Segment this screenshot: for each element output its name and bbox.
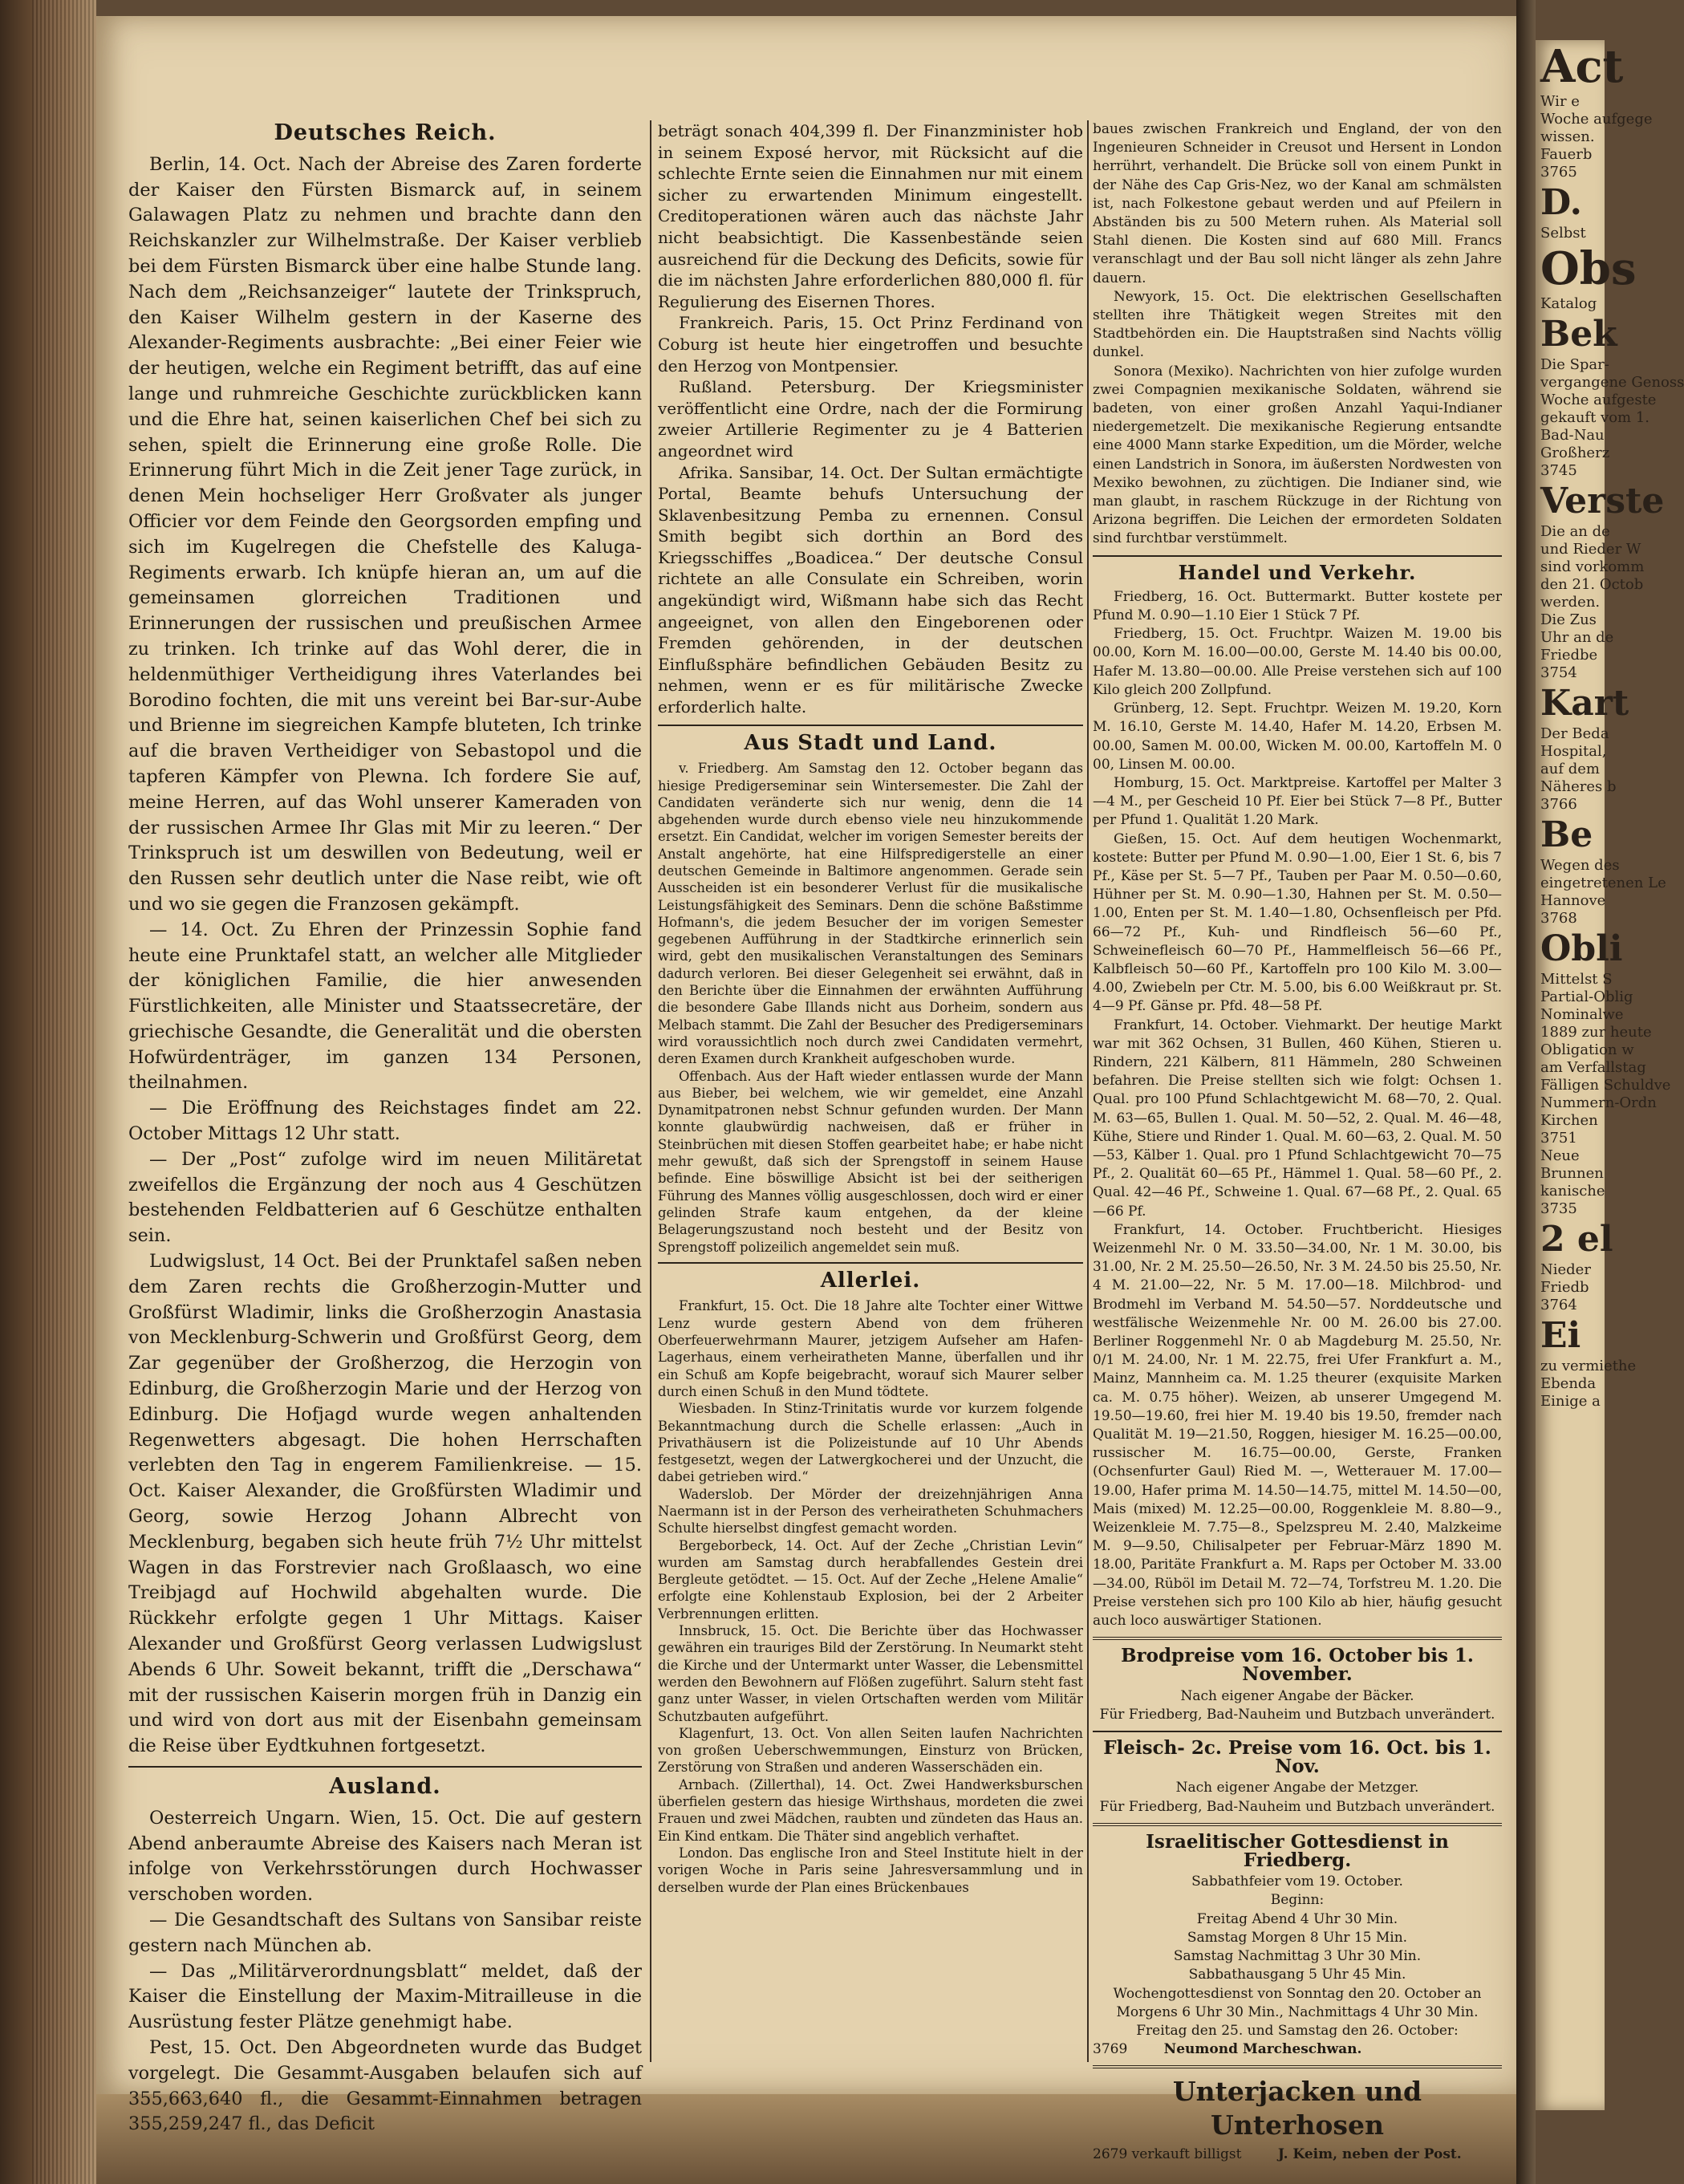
column-rule-2 bbox=[1087, 120, 1089, 2062]
ad-gottesdienst-line7: Wochengottesdienst von Sonntag den 20. October an Morgens 6 Uhr 30 Min., Nachmittags 4 Uhr 30 Min. bbox=[1113, 1985, 1482, 2020]
frag: Be bbox=[1540, 814, 1593, 855]
article-russland: Rußland. Petersburg. Der Kriegsminister veröffentlicht eine Ordre, nach der die Formirung zweier Artillerie Regimenter zu je 4 Batterien angeordnet wird bbox=[658, 377, 1083, 461]
frag: eingetretenen Le bbox=[1540, 875, 1666, 891]
frag: Hospital, bbox=[1540, 743, 1607, 760]
column-rule-1 bbox=[650, 120, 651, 2062]
ad-gottesdienst-line2: Beginn: bbox=[1270, 1892, 1325, 1909]
column-2 bbox=[658, 120, 1083, 1896]
ad-gottesdienst-line4: Samstag Morgen 8 Uhr 15 Min. bbox=[1187, 1929, 1408, 1946]
article-wiesbaden: Wiesbaden. In Stinz-Trinitatis wurde vor kurzem folgende Bekanntmachung durch die Schelle erlassen: „Auch in Privathäusern ist die Polizeistunde auf 10 Uhr Abends festgesetzt, wegen der Latwergkocherei und der Unzucht, die dabei getrieben wird.“ bbox=[658, 1401, 1083, 1485]
article-offenbach: Offenbach. Aus der Haft wieder entlassen wurde der Mann aus Bieber, bei welchem, wie wir gemeldet, eine Anzahl Dynamitpatronen nebst Schnur gefunden wurden. Der Mann konnte glaubwürdig nachweisen, daß er früher in Steinbrüchen mit diesen Stoffen gearbeitet habe; er habe nicht mehr gewußt, daß sich der Sprengstoff in seinem Hause befinde. Eine böswillige Absicht ist bei der seitherigen Führung des Mannes völlig ausgeschlossen, doch wird er einer gelinden Strafe kaum entgehen, da der kleine Belagerungszustand noch besteht und der Besitz von Sprengstoff polizeilich angemeldet sein muß. bbox=[658, 1068, 1083, 1255]
article-bergeborbeck: Bergeborbeck, 14. Oct. Auf der Zeche „Christian Levin“ wurden am Samstag durch herabfallendes Gestein drei Bergleute getödtet. — 15. Oct. Auf der Zeche „Helene Amalie“ erfolgte eine Kohlenstaub Explosion, bei der 2 Arbeiter Verbrennungen erlitten. bbox=[658, 1537, 1083, 1622]
book-edge bbox=[0, 0, 96, 2184]
frag: Die Spar- bbox=[1540, 356, 1609, 373]
article-london: London. Das englische Iron and Steel Institute hielt in der vorigen Woche in Paris seine Jahresversammlung und in derselben wurde der Plan eines Brückenbaues bbox=[658, 1845, 1083, 1895]
ad-number: 3769 bbox=[1093, 2041, 1128, 2058]
frag: Uhr an de bbox=[1540, 629, 1614, 646]
frag: Verste bbox=[1540, 481, 1665, 522]
frag: kanische bbox=[1540, 1183, 1605, 1200]
ad-gottesdienst-line6: Sabbathausgang 5 Uhr 45 Min. bbox=[1188, 1967, 1406, 1983]
frag: Wir e bbox=[1540, 93, 1580, 110]
ad-gottesdienst-title: Israelitischer Gottesdienst in Friedberg. bbox=[1146, 1830, 1449, 1872]
frag: Nieder bbox=[1540, 1261, 1591, 1278]
frag: vergangene Genoss bbox=[1540, 374, 1684, 391]
article-sonora: Sonora (Mexiko). Nachrichten von hier zufolge wurden zwei Compagnien mexikanische Soldaten, während sie badeten, von einer großen Anzahl Yaqui-Indianer niedergemetzelt. Die mexikanische Regierung entsandte eine 4000 Mann starke Expedition, um die Mörder, welche einen Landstrich in Sonora, im äußersten Nordwesten von Mexiko bewohnen, zu züchtigen. Die Indianer sind, wie man glaubt, in raschem Rückzuge in der Richtung von Arizona begriffen. Die Leichen der ermordeten Soldaten sind furchtbar verstümmelt. bbox=[1093, 363, 1502, 547]
article-militaeretat: — Der „Post“ zufolge wird im neuen Militäretat zweifellos die Ergänzung der noch aus 4 Geschützen bestehenden Feldbatterien auf 6 Geschütze enthalten sein. bbox=[128, 1148, 642, 1247]
frag: Ebenda bbox=[1540, 1375, 1597, 1392]
frag: Kirchen bbox=[1540, 1112, 1598, 1129]
frag: Nummern-Ordn bbox=[1540, 1094, 1657, 1111]
frag: 2 el bbox=[1540, 1219, 1613, 1260]
article-ludwigslust: Ludwigslust, 14 Oct. Bei der Prunktafel saßen neben dem Zaren rechts die Großherzogin-Mutter und Großfürst Wladimir, links die Großherzogin Anastasia von Mecklenburg-Schwerin und Großfürst Georg, dem Zar gegenüber der Großherzog, die Herzogin von Edinburg, die Großherzogin Marie und der Herzog von Edinburg. Die Hofjagd wurde wegen anhaltenden Regenwetters abgesagt. Die hohen Herrschaften verlebten den Tag in engerem Familienkreise. — 15. Oct. Kaiser Alexander, die Großfürsten Wladimir und Georg, sowie Herzog Johann Albrecht von Mecklenburg, begaben sich heute früh 7½ Uhr mittelst Wagen in das Forstrevier nach Großlaasch, wo eine Treibjagd auf Hochwild abgehalten wurde. Die Rückkehr erfolgte gegen 1 Uhr Mittags. Kaiser Alexander und Großfürst Georg verlassen Ludwigslust Abends 6 Uhr. Soweit bekannt, trifft die „Derschawa“ mit der russischen Kaiserin morgen früh in Danzig ein und wird von dort aus mit der Eisenbahn gemeinsam die Reise über Eydtkuhnen fortgesetzt. bbox=[128, 1251, 642, 1757]
adjacent-page-fragment bbox=[1536, 40, 1684, 2110]
ad-gottesdienst-sig: Neumond Marcheschwan. bbox=[1163, 2041, 1362, 2058]
ad-gottesdienst-line5: Samstag Nachmittag 3 Uhr 30 Min. bbox=[1173, 1948, 1422, 1965]
frag: den 21. Octob bbox=[1540, 576, 1644, 593]
frag: Bek bbox=[1540, 314, 1617, 355]
frag: wissen. bbox=[1540, 128, 1595, 145]
ad-divider bbox=[1093, 1731, 1502, 1732]
article-militaerverordnungsblatt: — Das „Militärverordnungsblatt“ meldet, daß der Kaiser die Einstellung der Maxim-Mitrailleuse in die Ausrüstung fester Plätze genehmigt habe. bbox=[128, 1960, 642, 2033]
frag: Näheres b bbox=[1540, 778, 1617, 795]
section-divider bbox=[658, 725, 1083, 726]
ad-gottesdienst-line8: Freitag den 25. und Samstag den 26. October: bbox=[1136, 2022, 1459, 2039]
frag: Brunnen bbox=[1540, 1165, 1604, 1182]
article-wien: Oesterreich Ungarn. Wien, 15. Oct. Die auf gestern Abend anberaumte Abreise des Kaisers nach Meran ist infolge von Verkehrsstörungen durch Hochwasser verschoben worden. bbox=[128, 1807, 642, 1906]
frag: Die Zus bbox=[1540, 611, 1597, 628]
ad-unterjacken-title: Unterjacken und Unterhosen bbox=[1172, 2076, 1422, 2141]
frag: Katalog bbox=[1540, 295, 1597, 312]
frag: D. bbox=[1540, 182, 1582, 223]
market-frankfurt-frucht: Frankfurt, 14. October. Fruchtbericht. Hiesiges Weizenmehl Nr. 0 M. 33.50—34.00, Nr. 1 M. 30.00, bis 31.00, Nr. 2 M. 25.50—26.50, Nr. 3 M. 24.50 bis 25.50, Nr. 4 M. 21.00—22, Nr. 5 M. 17.00—18. Milchbrod- und Brodmehl im Verband M. 54.50—57. Norddeutsche und westfälische Weizenmehle Nr. 00 M. 26.00 bis 27.00. Berliner Roggenmehl Nr. 0 ab Magdeburg M. 25.50, Nr. 0/1 M. 24.00, Nr. 1 M. 22.75, frei Ufer Frankfurt a. M., Mainz, Mannheim ca. M. 1.25 theurer (exquisite Marken ca. M. 0.75 höher). Weizen, ab unserer Umgegend M. 19.50—19.60, frei hier M. 19.40 bis 19.50, fremder nach Qualität M. 19—21.50, Roggen, hiesiger M. 16.25—00.00, russischer M. 16.75—00.00, Gerste, Franken (Ochsenfurter Gaul) Ried M. —, Wetterauer M. 17.00—19.00, Hafer prima M. 14.50—14.75, mittel M. 14.50—00, Mais (mixed) M. 12.25—00.00, Roggenkleie M. 8.80—9., Weizenkleie M. 7.75—8., Spelzspreu M. 2.40, Malzkeime M. 9—9.50, Chilisalpeter per Februar-März 1890 M. 18.00, Paritäte Frankfurt a. M. Raps per October M. 33.00—34.00, Rüböl im Detail M. 72—74, Torfstreu M. 1.20. Die Preise verstehen sich pro 100 Kilo ab hier, häufig gesucht auch loco auswärtiger Stationen. bbox=[1093, 1221, 1502, 1630]
frag: Ei bbox=[1540, 1315, 1581, 1356]
article-sansibar-gesandtschaft: — Die Gesandtschaft des Sultans von Sansibar reiste gestern nach München ab. bbox=[128, 1909, 642, 1956]
ad-brodpreise-line1: Nach eigener Angabe der Bäcker. bbox=[1180, 1687, 1414, 1704]
section-heading-deutsches-reich: Deutsches Reich. bbox=[274, 120, 497, 145]
article-klagenfurt: Klagenfurt, 13. Oct. Von allen Seiten laufen Nachrichten von großen Ueberschwemmungen, Einsturz von Brücken, Zerstörung von Straßen und anderen Wasserschäden ein. bbox=[658, 1725, 1083, 1776]
article-prunktafel: — 14. Oct. Zu Ehren der Prinzessin Sophie fand heute eine Prunktafel statt, an welcher alle Mitglieder der königlichen Familie, die hier anwesenden Fürstlichkeiten, alle Minister und Staatssecretäre, der griechische Gesandte, die Generalität und die obersten Hofwürdenträger, im ganzen 134 Personen, theilnahmen. bbox=[128, 919, 642, 1094]
market-homburg: Homburg, 15. Oct. Marktpreise. Kartoffel per Malter 3—4 M., per Gescheid 10 Pf. Eier bei Stück 7—8 Pf., Butter per Pfund 1. Qualität 1.20 Mark. bbox=[1093, 774, 1502, 829]
ad-unterjacken-line bbox=[1093, 2145, 1502, 2164]
ad-gottesdienst-line1: Sabbathfeier vom 19. October. bbox=[1191, 1873, 1403, 1890]
frag: Fauerb bbox=[1540, 146, 1593, 163]
frag: Friedbe bbox=[1540, 647, 1598, 664]
frag: Woche aufgege bbox=[1540, 111, 1653, 128]
ad-gottesdienst-line3: Freitag Abend 4 Uhr 30 Min. bbox=[1196, 1910, 1398, 1927]
ad-fleischpreise-line2: Für Friedberg, Bad-Nauheim und Butzbach unverändert. bbox=[1099, 1798, 1495, 1815]
frag: und Rieder W bbox=[1540, 541, 1641, 558]
frag: 3735 bbox=[1540, 1200, 1577, 1217]
ad-gottesdienst-signature bbox=[1093, 2040, 1502, 2059]
article-afrika: Afrika. Sansibar, 14. Oct. Der Sultan ermächtigte Portal, Beamte behufs Untersuchung der Sklavenbesitzung Pemba zu ernennen. Consul Smith begibt sich dorthin an Bord des Kriegsschiffes „Boadicea.“ Der deutsche Consul richtete an alle Consulate ein Schreiben, worin angekündigt wird, Wißmann habe sich das Recht angeeignet, von allen den Eingeborenen oder Fremden gehörenden, in der deutschen Einflußsphäre befindlichen Gebäuden Besitz zu nehmen, wenn er es für militärische Zwecke erforderlich halte. bbox=[658, 462, 1083, 717]
frag: Der Beda bbox=[1540, 725, 1609, 742]
page-stack-lines bbox=[32, 0, 96, 2184]
article-friedberg-seminar: v. Friedberg. Am Samstag den 12. October begann das hiesige Predigerseminar sein Wintersemester. Die Zahl der Candidaten veränderte sich nur wenig, denn die 14 abgehenden wurde durch ebenso viele neu hinzukommende ersetzt. Ein Candidat, welcher im vorigen Semester bereits der Anstalt angehörte, hat eine Hilfspredigerstelle an einer deutschen Gemeinde in Baltimore angenommen. Gerade sein Ausscheiden ist ein besonderer Verlust für die musikalische Leistungsfähigkeit des Seminars. Denn die schöne Baßstimme Hofmann's, die jedem Besucher der im vorigen Semester gegebenen Aufführung in der Stadtkirche erinnerlich sein wird, gebt den musikalischen Veranstaltungen des Seminars dadurch verloren. Bei dieser Gelegenheit sei erwähnt, daß in den Berichte über die Einnahmen der erwähnten Aufführung die besondere Gabe Illands nicht aus Dorheim, sondern aus Melbach stammt. Die Zahl der Besucher des Predigerseminars wird voraussichtlich noch durch zwei Candidaten vermehrt, deren Examen durch Krankheit aufgeschoben wurde. bbox=[658, 761, 1083, 1067]
article-innsbruck: Innsbruck, 15. Oct. Die Berichte über das Hochwasser gewähren ein trauriges Bild der Zerstörung. In Neumarkt steht die Kirche und der Untermarkt unter Wasser, die Lebensmittel werden den Bewohnern auf Flößen zugeführt. Salurn steht fast ganz unter Wasser, in vielen Ortschaften werden vom Militär Schutzbauten aufgeführt. bbox=[658, 1623, 1083, 1724]
frag: 3768 bbox=[1540, 910, 1577, 927]
section-heading-aus-stadt-und-land: Aus Stadt und Land. bbox=[744, 730, 997, 755]
article-berlin: Berlin, 14. Oct. Nach der Abreise des Zaren forderte der Kaiser den Fürsten Bismarck auf, in seinem Galawagen Platz zu nehmen und brachte dann den Reichskanzler zur Wilhelmstraße. Der Kaiser verblieb bei dem Fürsten Bismarck über eine halbe Stunde lang. Nach dem „Reichsanzeiger“ lautete der Trinkspruch, den Kaiser Wilhelm gestern in der Kaserne des Alexander-Regiments ausbrachte: „Bei einer Feier wie der heutigen, welche ein Regiment betrifft, das auf eine lange und ruhmreiche Geschichte zurückblicken kann und die Ehre hat, seinen kaiserlichen Chef bei sich zu sehen, spielt die Erinnerung eine große Rolle. Die Erinnerung führt Mich in die Zeit jener Tage zurück, in denen Mein hochseliger Herr Großvater als junger Officier vor dem Feinde den Georgsorden empfing und sich im Kugelregen die Chefstelle des Kaluga-Regiments erwarb. Ich knüpfe hieran an, um auf die gemeinsamen glorreichen Traditionen und Erinnerungen der russischen und preußischen Armee zu trinken. Ich trinke auf das Wohl derer, die in heldenmüthiger Vertheidigung ihres Vaterlandes bei Borodino fochten, die mit uns vereint bei Bar-sur-Aube und Brienne im siegreichen Kampfe bluteten, Ich trinke auf die braven Vertheidiger von Sebastopol und die tapferen Kämpfer von Plewna. Ich fordere Sie auf, meine Herren, auf das Wohl unserer Kameraden von der russischen Armee Ihr Glas mit Mir zu leeren.“ Der Trinkspruch ist um deswillen von Bedeutung, weil er den Russen sehr deutlich unter die Nase reibt, wie oft und wo sie gegen die Franzosen gekämpft. bbox=[128, 153, 642, 915]
frag: Hannove bbox=[1540, 892, 1606, 909]
frag: Woche aufgeste bbox=[1540, 392, 1657, 408]
frag: Obs bbox=[1540, 242, 1637, 295]
frag: auf dem bbox=[1540, 761, 1600, 777]
ad-brodpreise-title: Brodpreise vom 16. October bis 1. November. bbox=[1121, 1645, 1474, 1686]
article-newyork: Newyork, 15. Oct. Die elektrischen Gesellschaften stellten ihre Thätigkeit wegen Streites mit den Stadtbehörden ein. Die Hauptstraßen sind Nachts völlig dunkel. bbox=[1093, 288, 1502, 361]
ad-number: 2679 bbox=[1093, 2146, 1128, 2163]
ad-brodpreise-line2: Für Friedberg, Bad-Nauheim und Butzbach unverändert. bbox=[1099, 1706, 1495, 1723]
frag: Einige a bbox=[1540, 1393, 1601, 1410]
frag: 3751 bbox=[1540, 1130, 1577, 1147]
frag: Mittelst S bbox=[1540, 971, 1613, 988]
market-frankfurt-vieh: Frankfurt, 14. October. Viehmarkt. Der heutige Markt war mit 362 Ochsen, 31 Bullen, 460 Kühen, Stieren u. Rindern, 221 Kälbern, 811 Hämmeln, 280 Schweinen befahren. Die Preise stellten sich wie folgt: Ochsen 1. Qual. pro 100 Pfund Schlachtgewicht M. 68—70, 2. Qual. M. 63—65, Bullen 1. Qual. M. 50—52, 2. Qual. M. 46—48, Kühe, Stiere und Rinder 1. Qual. M. 60—63, 2. Qual. M. 50—53, Kälber 1. Qual. pro 1 Pfund Schlachtgewicht 70—75 Pf., 2. Qualität 60—65 Pf., Hämmel 1. Qual. 58—60 Pf., 2. Qual. 42—46 Pf., Schweine 1. Qual. 67—68 Pf., 2. Qual. 65—66 Pf. bbox=[1093, 1017, 1502, 1220]
article-frankreich: Frankreich. Paris, 15. Oct Prinz Ferdinand von Coburg ist heute hier eingetroffen und besuchte den Herzog von Montpensier. bbox=[658, 313, 1083, 376]
market-gruenberg: Grünberg, 12. Sept. Fruchtpr. Weizen M. 19.20, Korn M. 16.10, Gerste M. 14.40, Hafer M. 14.20, Erbsen M. 00.00, Samen M. 00.00, Wicken M. 00.00, Kartoffeln M. 0 00, Linsen M. 00.00. bbox=[1093, 700, 1502, 773]
section-divider bbox=[1093, 555, 1502, 557]
frag: Bad-Nau bbox=[1540, 427, 1605, 444]
ad-divider bbox=[1093, 1637, 1502, 1640]
article-bridge: baues zwischen Frankreich und England, der von den Ingenieuren Schneider in Creusot und Hersent in London herrührt, verhandelt. Die Brücke soll von einem Punkt in der Nähe des Cap Gris-Nez, wo der Kanal am schmälsten ist, nach Folkestone gebaut werden und auf Pfeilern in Abständen bis zu 500 Metern ruhen. Als Material soll Stahl dienen. Die Kosten sind auf 680 Mill. Francs veranschlagt und der Bau soll nicht länger als zehn Jahre dauern. bbox=[1093, 121, 1502, 286]
section-heading-ausland: Ausland. bbox=[329, 1774, 441, 1799]
frag: 3765 bbox=[1540, 164, 1577, 181]
frag: Selbst bbox=[1540, 225, 1586, 242]
market-friedberg-frucht: Friedberg, 15. Oct. Fruchtpr. Waizen M. 19.00 bis 00.00, Korn M. 16.00—00.00, Gerste M. 14.40 bis 00.00, Hafer M. 13.80—00.00. Alle Preise verstehen sich auf 100 Kilo gleich 200 Zollpfund. bbox=[1093, 626, 1502, 698]
frag: 3745 bbox=[1540, 462, 1577, 479]
frag: Neue bbox=[1540, 1147, 1580, 1164]
column-3 bbox=[1093, 120, 1502, 2165]
frag: Wegen des bbox=[1540, 857, 1620, 874]
ad-unterjacken-sig: J. Keim, neben der Post. bbox=[1277, 2146, 1462, 2163]
frag: Die an de bbox=[1540, 523, 1610, 540]
frag: Kart bbox=[1540, 683, 1629, 724]
section-divider bbox=[128, 1766, 642, 1768]
article-pest: Pest, 15. Oct. Den Abgeordneten wurde das Budget vorgelegt. Die Gesammt-Ausgaben belaufen sich auf 355,663,640 fl., die Gesammt-Einnahmen betragen 355,259,247 fl., das Deficit bbox=[128, 2036, 642, 2135]
frag: Nominalwe bbox=[1540, 1006, 1624, 1023]
market-giessen: Gießen, 15. Oct. Auf dem heutigen Wochenmarkt, kostete: Butter per Pfund M. 0.90—1.00, Eier 1 St. 6, bis 7 Pf., Käse per St. 5—7 Pf., Tauben per Paar M. 0.50—0.60, Hühner per St. M. 0.90—1.30, Hahnen per St. M. 0.50—1.00, Enten per St. M. 1.40—1.80, Ochsenfleisch per Pfd. 66—72 Pf., Kuh- und Rindfleisch 56—60 Pf., Schweinefleisch 60—70 Pf., Hammelfleisch 56—66 Pf., Kalbfleisch 50—60 Pf., Kartoffeln pro 100 Kilo M. 3.00—4.00, Zwiebeln per Ctr. M. 5.00, bis 6.00 Weißkraut pr. St. 4—9 Pf. Gänse pr. Pfd. 48—58 Pf. bbox=[1093, 830, 1502, 1015]
frag: zu vermiethe bbox=[1540, 1358, 1637, 1374]
article-reichstag: — Die Eröffnung des Reichstages findet am 22. October Mittags 12 Uhr statt. bbox=[128, 1098, 642, 1145]
frag: Fälligen Schuldve bbox=[1540, 1077, 1671, 1094]
frag: Friedb bbox=[1540, 1279, 1589, 1296]
article-arnbach: Arnbach. (Zillerthal), 14. Oct. Zwei Handwerksburschen überfielen gestern das hiesige Wirthshaus, mordeten die zwei Frauen und zwei Mädchen, raubten und zündeten das Haus an. Ein Kind entkam. Die Thäter sind angeblich verhaftet. bbox=[658, 1776, 1083, 1844]
frag: gekauft vom 1. bbox=[1540, 409, 1650, 426]
section-heading-allerlei: Allerlei. bbox=[820, 1268, 921, 1293]
ad-fleischpreise-title: Fleisch- 2c. Preise vom 16. Oct. bis 1. Nov. bbox=[1103, 1737, 1491, 1778]
frag: sind vorkomm bbox=[1540, 558, 1645, 575]
book-gutter bbox=[1516, 0, 1536, 2184]
article-waderslob: Waderslob. Der Mörder der dreizehnjährigen Anna Naermann ist in der Person des verheiratheten Schuhmachers Schulte hierselbst dingfest gemacht worden. bbox=[658, 1486, 1083, 1537]
market-friedberg-butter: Friedberg, 16. Oct. Buttermarkt. Butter kostete per Pfund M. 0.90—1.10 Eier 1 Stück 7 Pf. bbox=[1093, 588, 1502, 624]
ad-divider bbox=[1093, 1823, 1502, 1826]
frag: 3764 bbox=[1540, 1297, 1577, 1313]
frag: werden. bbox=[1540, 594, 1601, 611]
frag: Act bbox=[1540, 40, 1624, 93]
frag: Obli bbox=[1540, 928, 1623, 969]
ad-fleischpreise-line1: Nach eigener Angabe der Metzger. bbox=[1175, 1780, 1419, 1796]
frag: 3766 bbox=[1540, 796, 1577, 813]
section-divider bbox=[658, 1262, 1083, 1264]
frag: 1889 zur heute bbox=[1540, 1024, 1652, 1041]
frag: Obligation w bbox=[1540, 1041, 1634, 1058]
frag: Partial-Oblig bbox=[1540, 988, 1633, 1005]
frag: Großherz bbox=[1540, 445, 1610, 461]
article-frankfurt: Frankfurt, 15. Oct. Die 18 Jahre alte Tochter einer Wittwe Lenz wurde gestern Abend von dem früheren Oberfeuerwehrmann Maurer, jetzigem Aufseher am Hafen-Lagerhaus, einem verheiratheten Manne, überfallen und ihr ein Schuß am Kopfe beigebracht, worauf sich Maurer selber durch einen Schuß in den Mund tödtete. bbox=[658, 1298, 1083, 1399]
ad-divider bbox=[1093, 2065, 1502, 2068]
article-finanzminister: beträgt sonach 404,399 fl. Der Finanzminister hob in seinem Exposé hervor, mit Rücksicht auf die schlechte Ernte seien die Einnahmen nur mit einem sicher zu erwartenden Minimum eingestellt. Creditoperationen wären auch das nächste Jahr nicht beabsichtigt. Die Kassenbestände seien ausreichend für die Deckung des Deficits, sowie für die im nächsten Jahre erforderlichen 880,000 fl. für Regulierung des Eisernen Thores. bbox=[658, 121, 1083, 311]
frag: am Verfallstag bbox=[1540, 1059, 1646, 1076]
frag: 3754 bbox=[1540, 664, 1577, 681]
ad-unterjacken-text: verkauft billigst bbox=[1131, 2146, 1242, 2163]
column-1 bbox=[128, 120, 642, 2137]
section-heading-handel-und-verkehr: Handel und Verkehr. bbox=[1178, 560, 1417, 584]
